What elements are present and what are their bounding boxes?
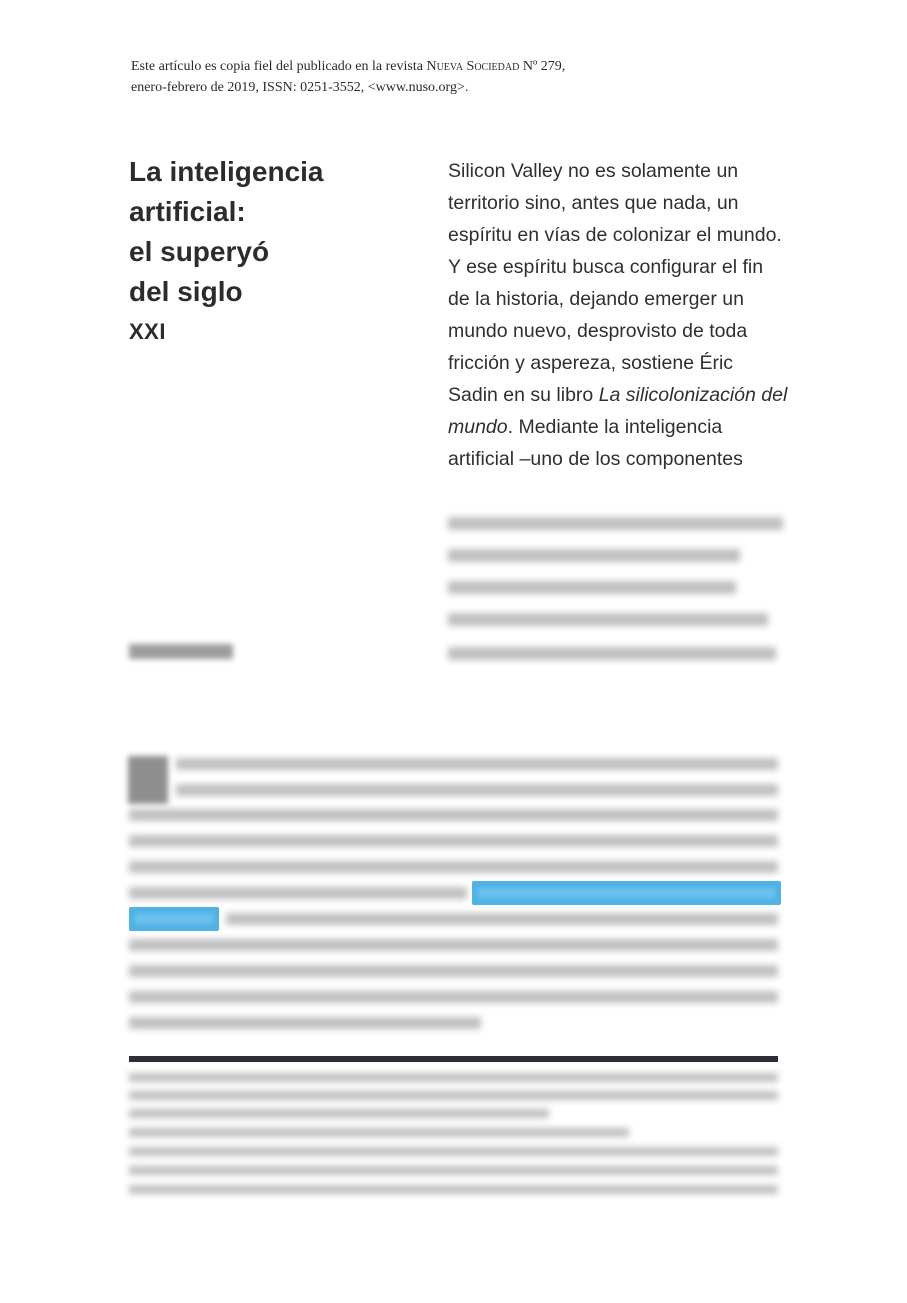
blurred-body-line (129, 965, 778, 977)
blurred-author-name (129, 644, 233, 659)
blurred-footnote-line (129, 1147, 778, 1156)
blurred-body-line (129, 835, 778, 847)
blurred-body-line (226, 913, 778, 925)
blurred-body-line (129, 991, 778, 1003)
title-line-2: artificial: (129, 196, 246, 227)
blurred-footnote-line (129, 1166, 778, 1175)
blurred-body-line (129, 861, 778, 873)
magazine-name: Nueva Sociedad (426, 59, 520, 74)
blurred-footnote-line (129, 1109, 549, 1118)
blurred-body-line (129, 809, 778, 821)
blurred-footnote-line (129, 1185, 778, 1194)
blurred-footnote-line (129, 1128, 629, 1137)
blurred-abstract-line (448, 549, 740, 562)
blurred-drop-cap (128, 756, 168, 804)
book-title: La silicolonización del mundo (448, 384, 788, 438)
blurred-footnote-line (129, 1073, 778, 1082)
blurred-body-line (176, 758, 778, 770)
blurred-body-line (129, 1017, 481, 1029)
text-selection-highlight[interactable] (472, 881, 781, 905)
blurred-abstract-line (448, 613, 768, 626)
abstract (448, 155, 788, 495)
highlighted-blurred-text (478, 888, 775, 898)
blurred-body-line (129, 887, 467, 899)
title-line-1: La inteligencia (129, 156, 324, 187)
blurred-body-line (176, 784, 778, 796)
century-numeral: XXI (129, 319, 166, 344)
title-line-4: del siglo XXI (129, 272, 419, 352)
header-note-line-1: Este artículo es copia fiel del publicado en la revista Nueva Sociedad Nº 279, (131, 59, 566, 74)
blurred-abstract-line (448, 517, 783, 530)
article-title (129, 152, 419, 352)
title-line-3: el superyó (129, 236, 270, 267)
blurred-body-line (129, 939, 778, 951)
highlighted-blurred-text (135, 914, 213, 924)
footnote-rule (129, 1056, 778, 1062)
abstract-text: Silicon Valley no es solamente un territorio sino, antes que nada, un espíritu en vías de colonizar el mundo. Y ese espíritu busca configurar el fin de la historia, dejando emerger un mundo nuevo, desprovisto de toda fricción y aspereza, sostiene Éric Sadin en su libro La silicolonización del mundo. Mediante la inteligencia artificial –uno de los componentes (448, 160, 788, 470)
blurred-footnote-line (129, 1091, 778, 1100)
blurred-abstract-line (448, 647, 776, 660)
text-selection-highlight[interactable] (129, 907, 219, 931)
header-note (131, 56, 691, 98)
header-note-line-2: enero-febrero de 2019, ISSN: 0251-3552, <www.nuso.org>. (131, 80, 469, 95)
blurred-abstract-line (448, 581, 736, 594)
